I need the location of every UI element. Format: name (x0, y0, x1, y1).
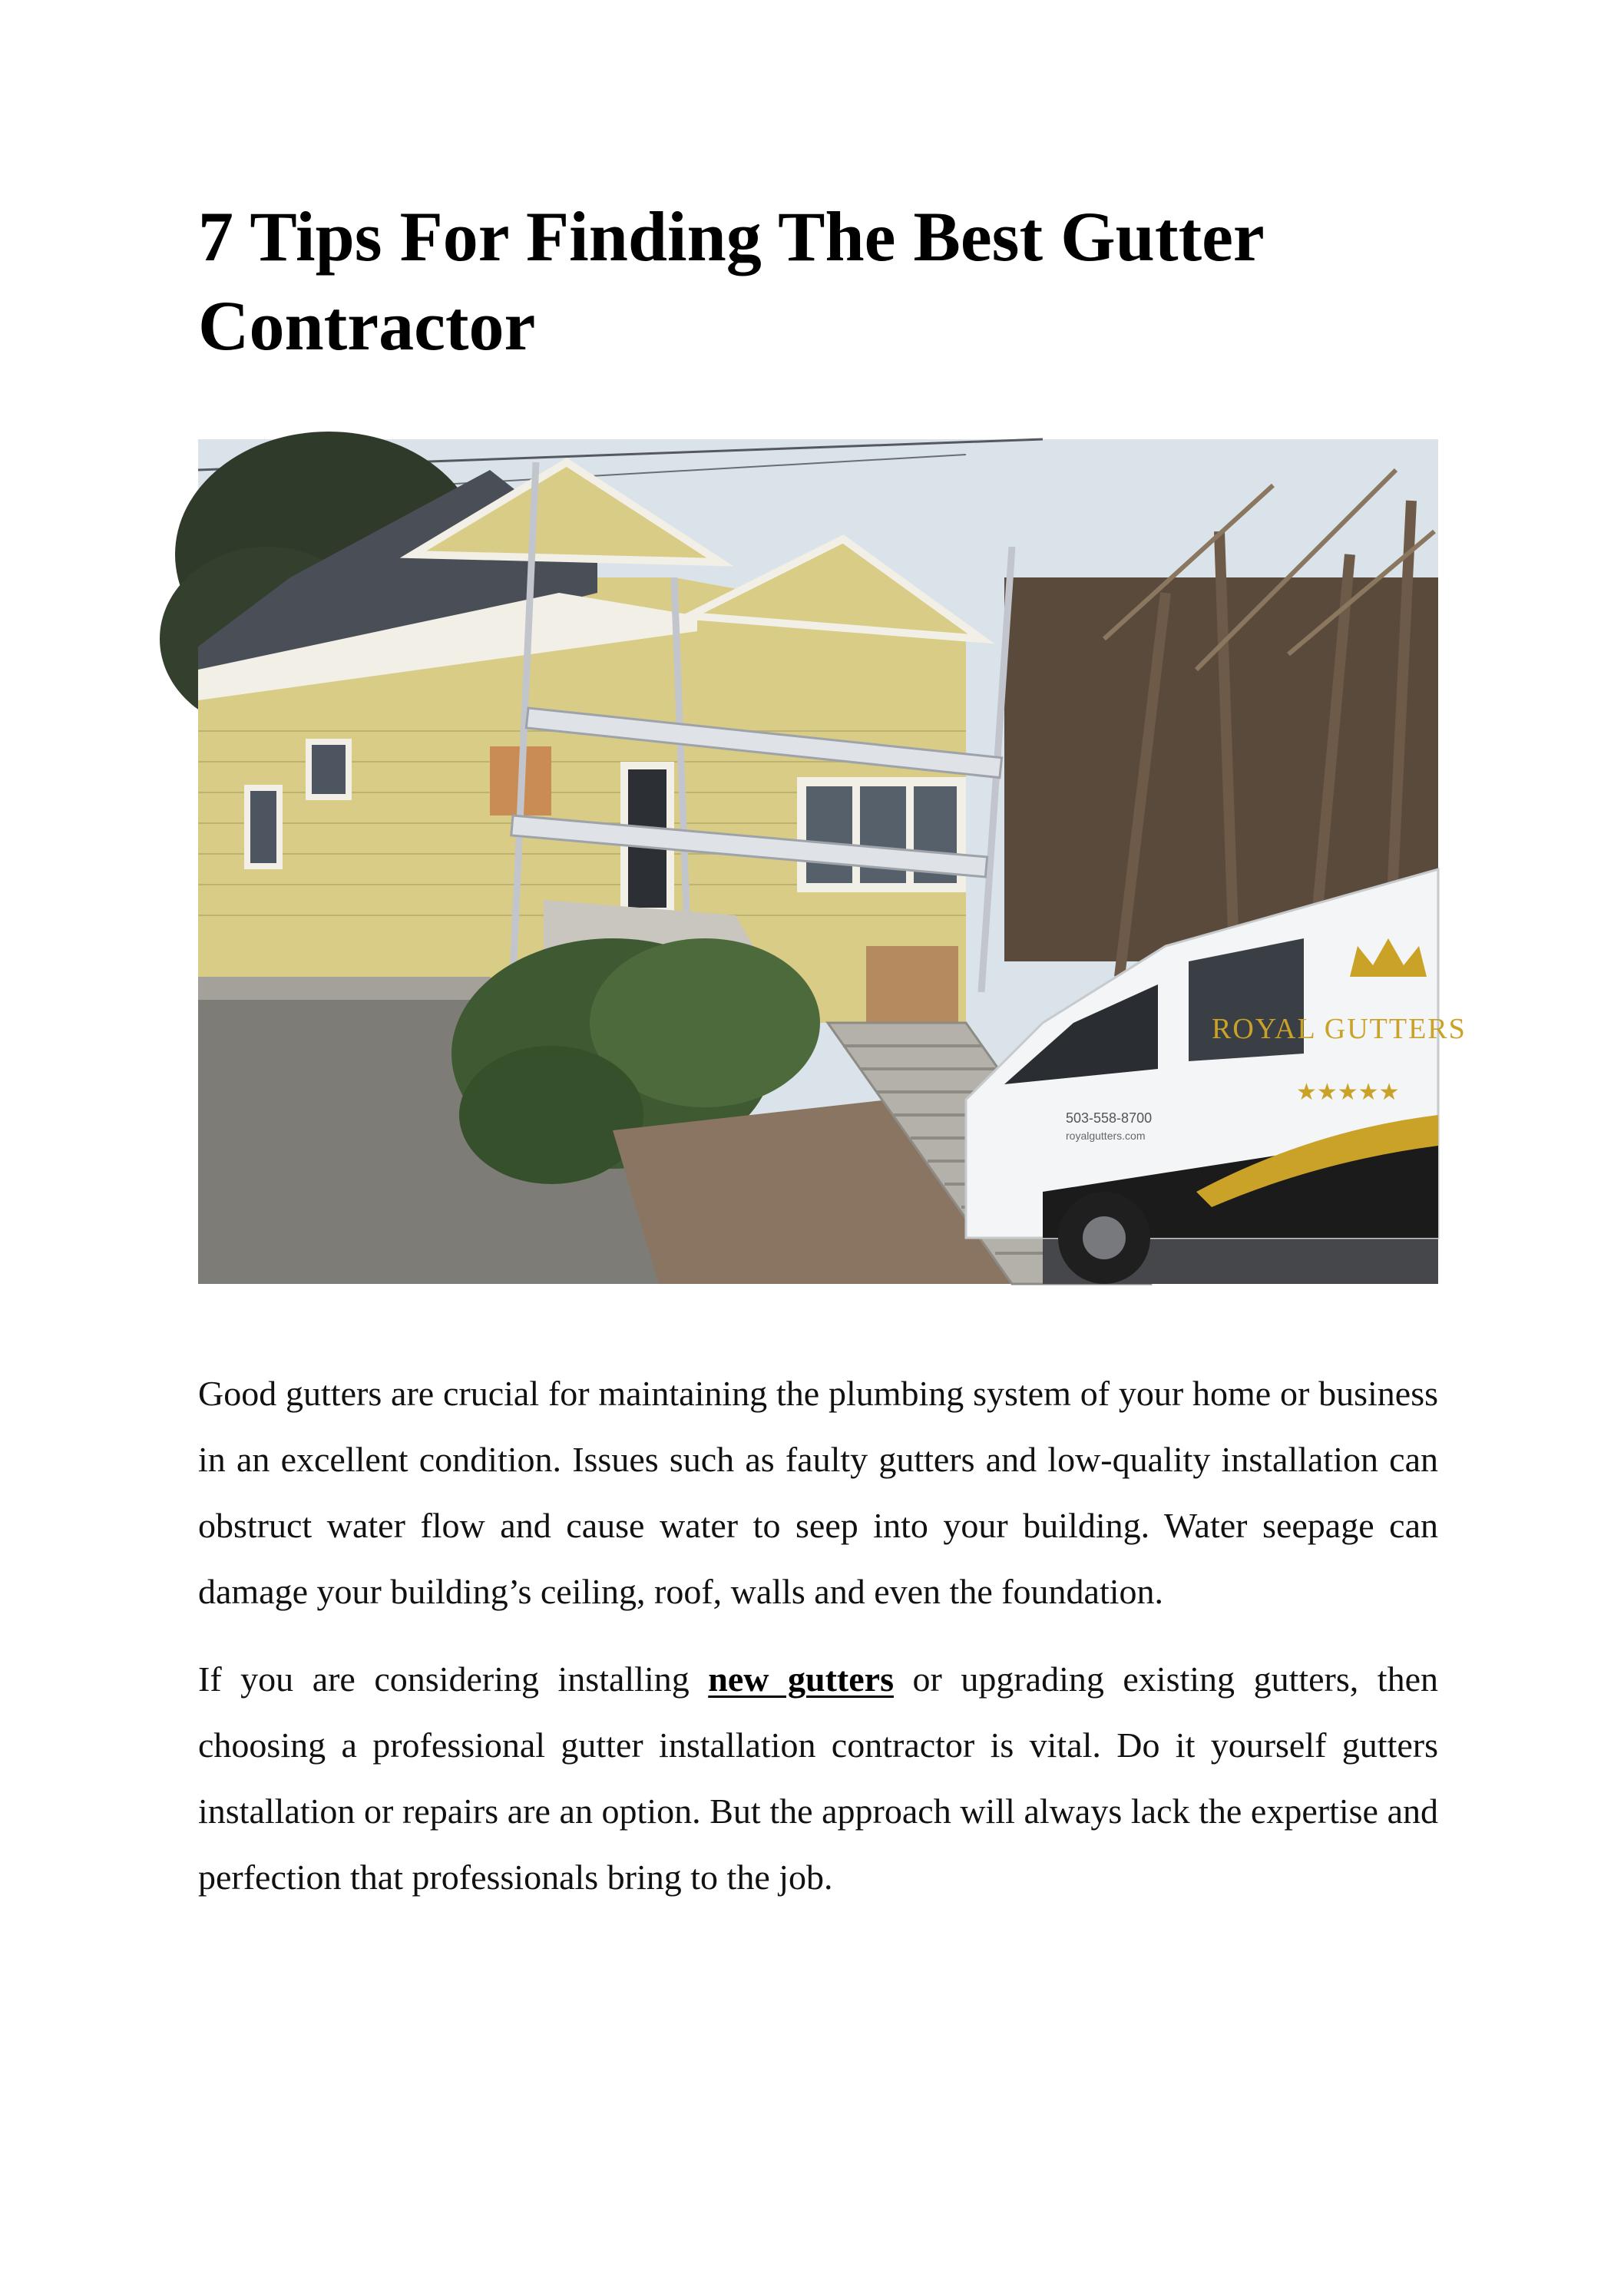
paragraph-intro: Good gutters are crucial for maintaining the plumbing system of your home or business in an excellent condition. Issues such as faulty gutters and low-quality installation can obstruct water flow and cause water to seep into your building. Water seepage can damage your building’s ceiling, roof, walls and even the foundation. (198, 1374, 1438, 1611)
article-title: 7 Tips For Finding The Best Gutter Contractor (198, 197, 1264, 365)
new-gutters-link[interactable]: new gutters (708, 1659, 894, 1699)
van-website: royalgutters.com (1066, 1130, 1146, 1142)
van-brand-text: ROYAL GUTTERS (1212, 1013, 1467, 1045)
paragraph-contractor (198, 1646, 1438, 1911)
van-phone: 503-558-8700 (1066, 1110, 1153, 1126)
van-stars: ★★★★★ (1296, 1079, 1400, 1106)
house-photo (198, 439, 1467, 1284)
article-body (198, 1361, 1438, 1932)
paragraph-contractor-lead: If you are considering installing (198, 1659, 709, 1699)
paragraph-contractor-rest: or upgrading existing gutters, then choosing a professional gutter installation contractor is vital. Do it yourself gutters installation or repairs are an option. But the approach will always lack the expertise and perfection that professionals bring to the job. (198, 1659, 1438, 1897)
hero-image (198, 439, 1467, 1284)
